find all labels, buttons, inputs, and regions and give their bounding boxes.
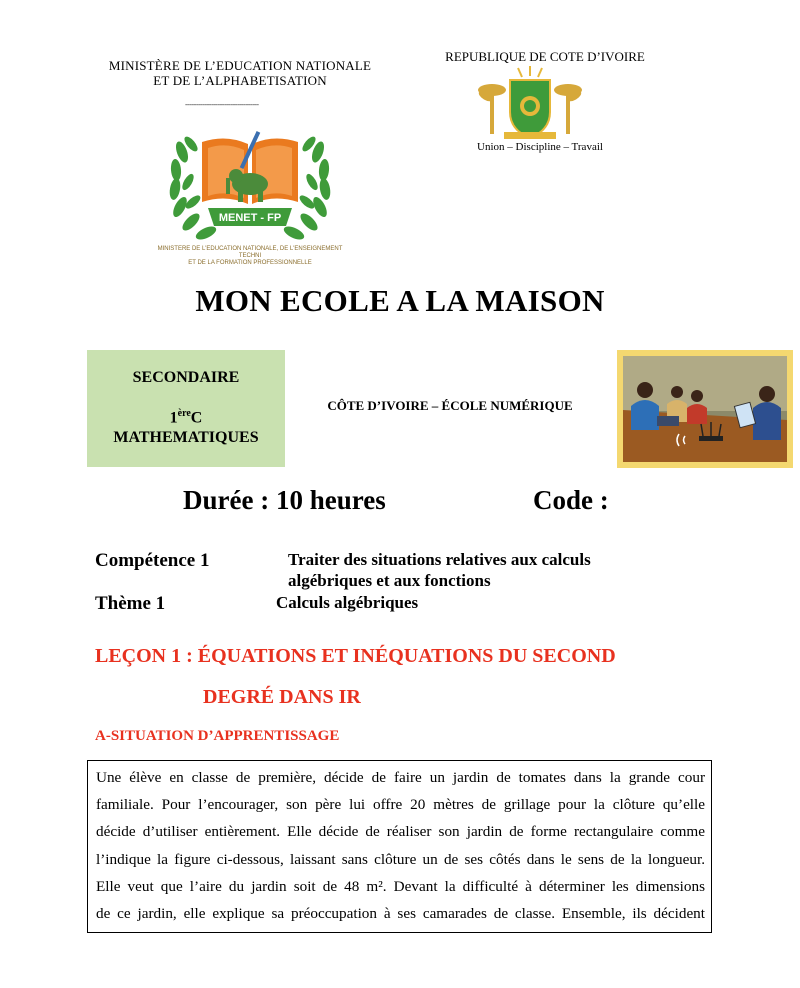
menet-badge-text: MENET - FP [218,212,282,224]
lesson-title-line-1: LEÇON 1 : ÉQUATIONS ET INÉQUATIONS DU SECOND [95,645,616,667]
situation-line: Elle veut que l’aire du jardin soit de 48 m². Devant la difficulté à déterminer les dimensions [96,877,705,895]
ministry-line-2: ET DE L’ALPHABETISATION [153,73,327,88]
theme-text: Calculs algébriques [276,593,419,612]
situation-text-box [87,760,712,933]
situation-line: de ce jardin, elle explique sa préoccupation à ses camarades de classe. Ensemble, ils décident [96,905,705,923]
theme-label: Thème 1 [95,593,166,614]
ministry-separator: ---------------------------------- [185,100,259,109]
page-title: MON ECOLE A LA MAISON [195,283,605,318]
program-name: CÔTE D’IVOIRE – ÉCOLE NUMÉRIQUE [327,398,573,413]
situation-line: familiale. Pour l’encourager, son père lui offre 20 mètres de grillage pour la clôture qu’elle [96,796,705,814]
competence-label: Compétence 1 [95,550,210,571]
level-box [87,350,285,467]
class-letter: C [190,409,203,427]
cote-divoire-coat-of-arms [478,64,582,144]
lesson-title-line-2: DEGRÉ DANS IR [203,686,361,708]
section-heading: A-SITUATION D’APPRENTISSAGE [95,728,340,744]
students-studying-illustration [617,350,793,468]
menet-caption-line-1: MINISTERE DE L'EDUCATION NATIONALE, DE L'ENSEIGNEMENT TECHNI [157,246,343,259]
class-superscript: ère [177,408,191,419]
class-label [87,408,285,427]
menet-caption [150,246,350,267]
ministry-name [95,58,385,88]
ministry-line-1: MINISTÈRE DE L’EDUCATION NATIONALE [108,58,372,73]
republic-name: REPUBLIQUE DE COTE D’IVOIRE [445,49,645,64]
competence-text-line-1: Traiter des situations relatives aux calculs [288,550,591,569]
code-label: Code : [533,485,609,515]
situation-line: décide d’utiliser entièrement. Elle décide de réaliser son jardin de forme rectangulaire comme [96,823,705,841]
class-number: 1 [169,409,178,427]
menet-fp-logo [160,112,340,262]
cycle-label: SECONDAIRE [132,369,240,386]
competence-text [288,549,668,591]
menet-caption-line-2: ET DE LA FORMATION PROFESSIONNELLE [188,260,312,266]
duration: Durée : 10 heures [183,485,386,515]
subject-label: MATHEMATIQUES [113,429,259,446]
competence-text-line-2: algébriques et aux fonctions [288,571,491,590]
situation-line: Une élève en classe de première, décide de faire un jardin de tomates dans la grande cour [96,769,705,786]
republic-motto: Union – Discipline – Travail [477,141,603,153]
situation-line: l’indique la figure ci-dessous, laissant sans clôture un de ses côtés dans le sens de la longueur. [96,850,705,868]
